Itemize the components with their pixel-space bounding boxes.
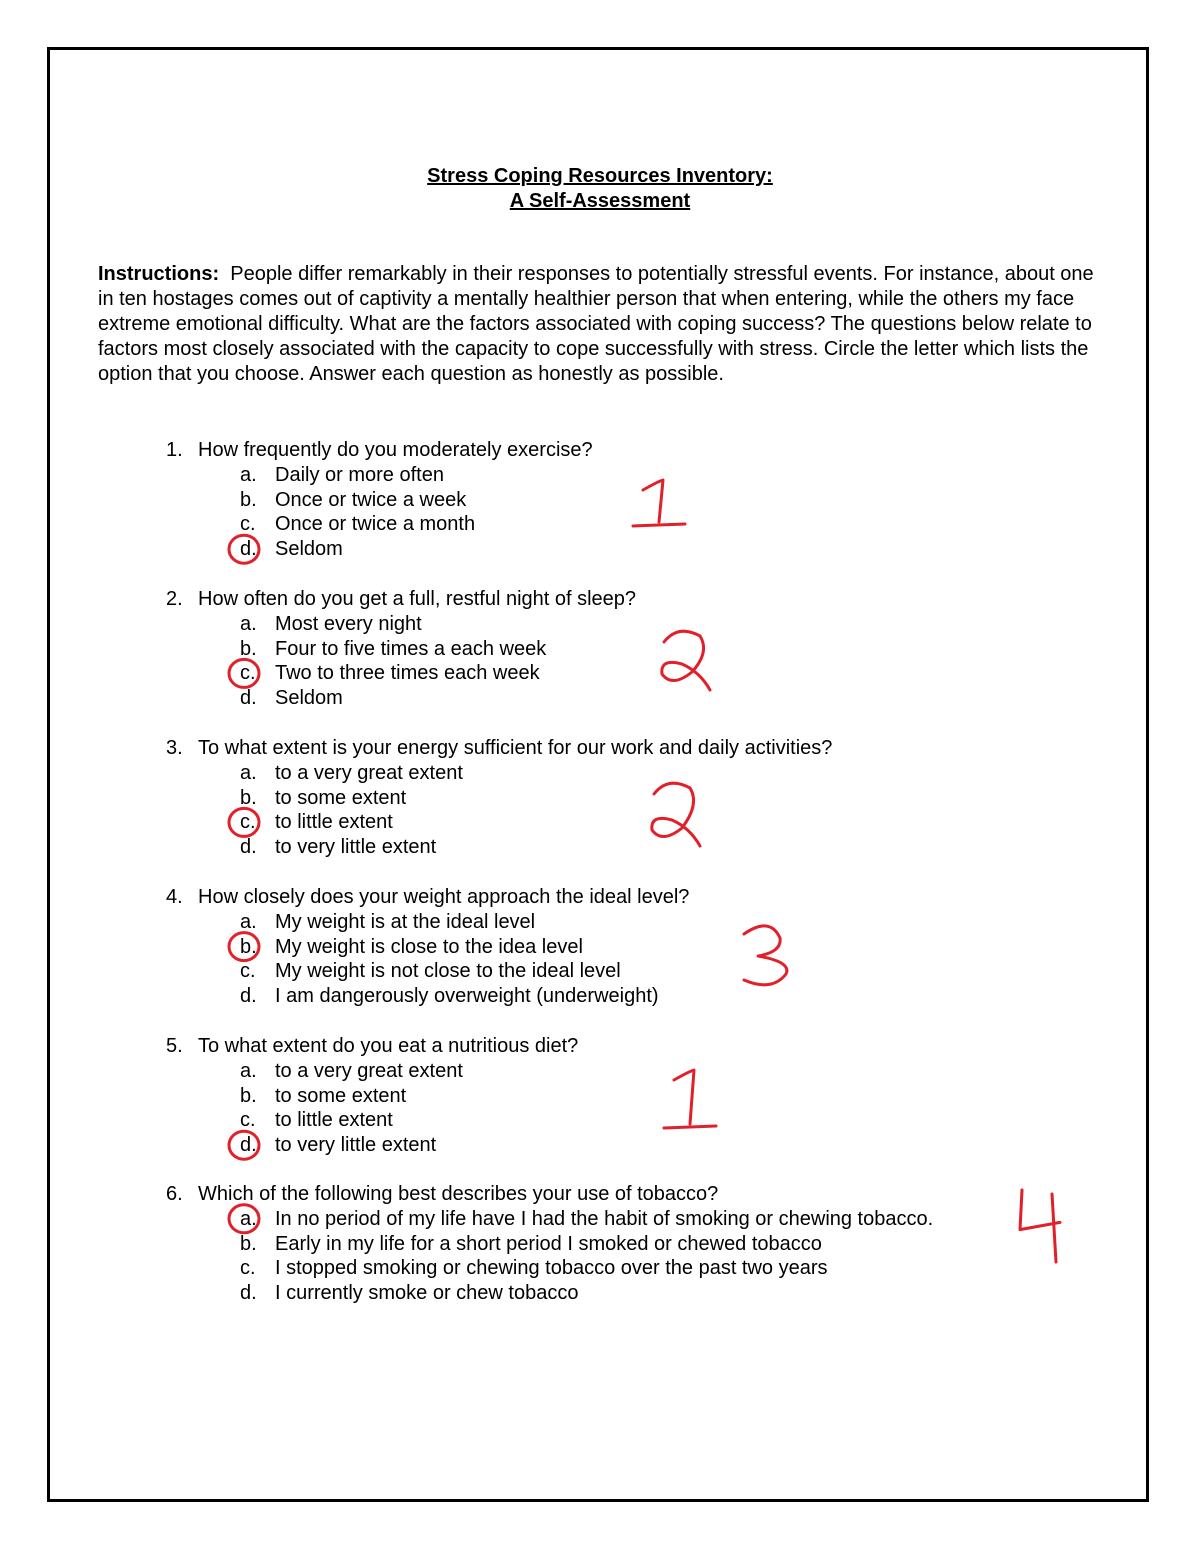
document-title: Stress Coping Resources Inventory: bbox=[427, 165, 773, 187]
option-text: Four to five times a each week bbox=[275, 637, 547, 660]
option-letter: a. bbox=[240, 910, 257, 933]
option-letter: a. bbox=[240, 612, 257, 635]
option-text: In no period of my life have I had the habit of smoking or chewing tobacco. bbox=[275, 1207, 934, 1230]
option-letter: d. bbox=[240, 1134, 257, 1157]
option-text: I am dangerously overweight (underweight) bbox=[275, 985, 659, 1008]
option-letter: d. bbox=[240, 985, 257, 1008]
option-letter: a. bbox=[240, 761, 257, 784]
answer-circle-mark bbox=[229, 808, 259, 836]
option-letter: b. bbox=[240, 1084, 257, 1107]
option-letter: a. bbox=[240, 463, 257, 486]
option-letter: c. bbox=[240, 513, 256, 536]
option-letter: d. bbox=[240, 687, 257, 710]
option-text: Seldom bbox=[275, 538, 343, 561]
option-letter: a. bbox=[240, 1059, 257, 1082]
handwritten-score bbox=[664, 1070, 716, 1128]
option-text: Most every night bbox=[275, 612, 422, 635]
answer-circle-mark bbox=[229, 659, 259, 687]
handwritten-score bbox=[1020, 1190, 1060, 1262]
option-text: My weight is at the ideal level bbox=[275, 910, 536, 933]
question-number: 5. bbox=[166, 1035, 183, 1057]
instructions-text: People differ remarkably in their responses to potentially stressful events. For instance, about one in ten hostages comes out of captivity a mentally healthier person that when entering, while the others my face extreme emotional difficulty. What are the factors associated with coping success? The questions below relate to factors most closely associated with the capacity to cope successfully with stress. Circle the letter which lists the option that you choose. Answer each question as honestly as possible. bbox=[98, 263, 1094, 385]
option-letter: b. bbox=[240, 935, 257, 958]
instructions-label: Instructions: bbox=[98, 263, 220, 285]
question-text: How closely does your weight approach the ideal level? bbox=[198, 886, 690, 908]
handwritten-score bbox=[662, 631, 710, 690]
option-text: to little extent bbox=[275, 1109, 393, 1132]
option-letter: b. bbox=[240, 1232, 257, 1255]
option-text: to very little extent bbox=[275, 1134, 437, 1157]
option-letter: d. bbox=[240, 538, 257, 561]
question-text: To what extent do you eat a nutritious diet? bbox=[198, 1035, 579, 1057]
answer-circle-mark bbox=[229, 933, 259, 961]
option-letter: d. bbox=[240, 836, 257, 859]
option-text: to a very great extent bbox=[275, 1059, 463, 1082]
option-letter: b. bbox=[240, 488, 257, 511]
question-text: How frequently do you moderately exercise? bbox=[198, 439, 593, 461]
question-text: To what extent is your energy sufficient for our work and daily activities? bbox=[198, 737, 833, 759]
option-text: I currently smoke or chew tobacco bbox=[275, 1282, 579, 1305]
option-letter: c. bbox=[240, 1109, 256, 1132]
handwritten-score bbox=[744, 926, 787, 985]
option-text: to little extent bbox=[275, 811, 393, 834]
question-number: 1. bbox=[166, 439, 183, 461]
option-letter: c. bbox=[240, 662, 256, 685]
answer-circle-mark bbox=[229, 535, 259, 563]
question-number: 4. bbox=[166, 886, 183, 908]
answer-circle-mark bbox=[229, 1205, 259, 1233]
option-text: My weight is not close to the ideal level bbox=[275, 960, 621, 983]
question-number: 3. bbox=[166, 737, 183, 759]
option-text: I stopped smoking or chewing tobacco over the past two years bbox=[275, 1257, 828, 1280]
handwritten-score bbox=[652, 783, 700, 846]
option-text: Seldom bbox=[275, 687, 343, 710]
question-text: How often do you get a full, restful night of sleep? bbox=[198, 588, 637, 610]
option-text: Early in my life for a short period I smoked or chewed tobacco bbox=[275, 1232, 822, 1255]
option-text: to very little extent bbox=[275, 836, 437, 859]
option-text: to some extent bbox=[275, 1084, 407, 1107]
option-text: Once or twice a month bbox=[275, 513, 476, 536]
option-letter: b. bbox=[240, 786, 257, 809]
option-letter: a. bbox=[240, 1207, 257, 1230]
handwritten-score bbox=[633, 480, 685, 526]
option-letter: d. bbox=[240, 1282, 257, 1305]
question-number: 2. bbox=[166, 588, 183, 610]
question-text: Which of the following best describes your use of tobacco? bbox=[198, 1183, 719, 1205]
option-letter: c. bbox=[240, 1257, 256, 1280]
answer-circle-mark bbox=[229, 1131, 259, 1159]
option-letter: b. bbox=[240, 637, 257, 660]
document-subtitle: A Self-Assessment bbox=[509, 190, 691, 212]
option-text: to some extent bbox=[275, 786, 407, 809]
option-text: Daily or more often bbox=[275, 463, 444, 486]
question-number: 6. bbox=[166, 1183, 183, 1205]
option-text: Two to three times each week bbox=[275, 662, 540, 685]
option-letter: c. bbox=[240, 960, 256, 983]
option-text: Once or twice a week bbox=[275, 488, 467, 511]
option-letter: c. bbox=[240, 811, 256, 834]
option-text: to a very great extent bbox=[275, 761, 463, 784]
option-text: My weight is close to the idea level bbox=[275, 935, 583, 958]
